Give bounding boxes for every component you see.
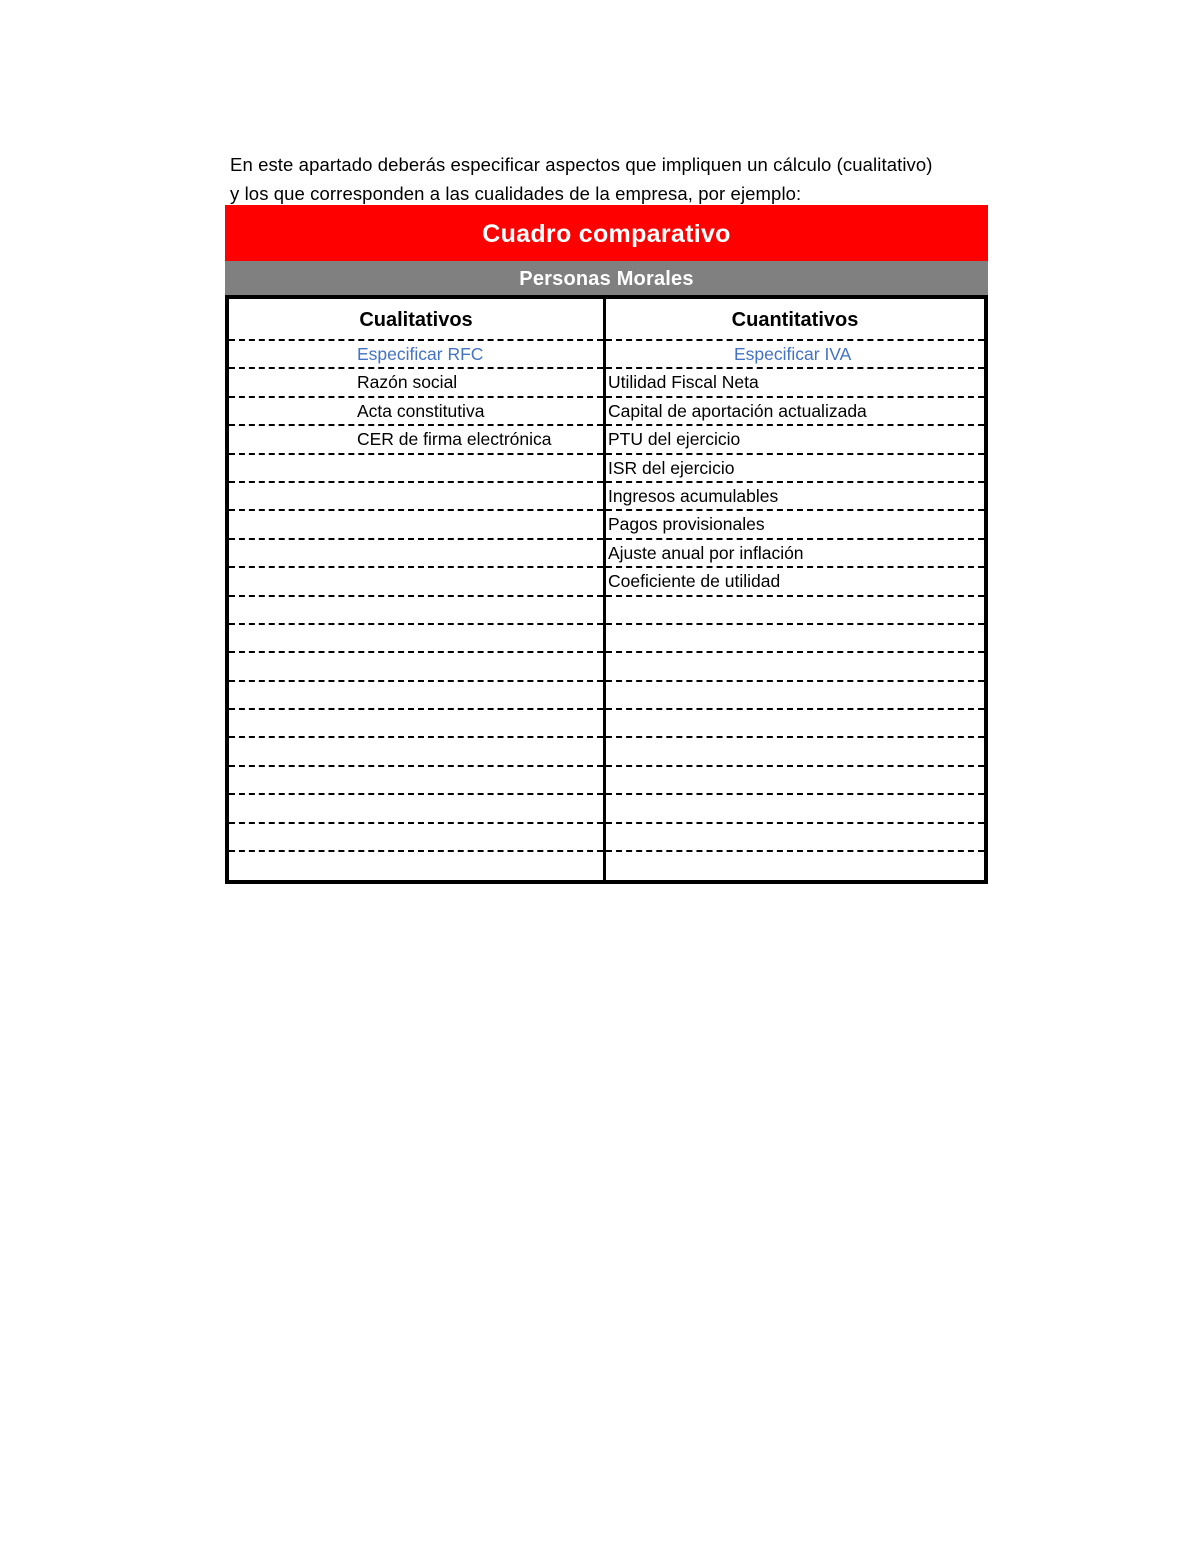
cell-qualitative[interactable] [229,795,603,823]
cell-qualitative[interactable] [229,483,603,511]
cell-qualitative[interactable] [229,710,603,738]
cell-quantitative[interactable]: Ajuste anual por inflación [606,540,984,568]
intro-line-1: En este apartado deberás especificar aspectos que impliquen un cálculo (cualitativo) [230,154,933,175]
comparison-grid [225,295,988,884]
cell-quantitative[interactable] [606,625,984,653]
cell-qualitative[interactable] [229,824,603,852]
cell-qualitative[interactable] [229,597,603,625]
cell-quantitative[interactable]: Especificar IVA [606,341,984,369]
cell-quantitative[interactable]: Pagos provisionales [606,511,984,539]
cell-qualitative[interactable] [229,682,603,710]
cell-qualitative[interactable] [229,540,603,568]
column-quantitative [606,299,984,880]
cell-qualitative[interactable] [229,653,603,681]
cell-qualitative[interactable]: CER de firma electrónica [229,426,603,454]
table-subtitle: Personas Morales [225,261,988,295]
intro-text [230,150,990,208]
cell-qualitative[interactable] [229,852,603,880]
cell-qualitative[interactable] [229,625,603,653]
cell-quantitative[interactable] [606,852,984,880]
cell-quantitative[interactable]: Ingresos acumulables [606,483,984,511]
cell-qualitative[interactable]: Especificar RFC [229,341,603,369]
cell-qualitative[interactable] [229,767,603,795]
cell-quantitative[interactable] [606,738,984,766]
cell-qualitative[interactable] [229,738,603,766]
cell-quantitative[interactable]: Utilidad Fiscal Neta [606,369,984,397]
comparison-sheet [225,205,988,884]
column-header-qualitative: Cualitativos [229,299,603,341]
cell-quantitative[interactable] [606,710,984,738]
intro-line-2: y los que corresponden a las cualidades de la empresa, por ejemplo: [230,183,802,204]
cell-qualitative[interactable]: Acta constitutiva [229,398,603,426]
cell-qualitative[interactable] [229,511,603,539]
table-title: Cuadro comparativo [225,205,988,261]
column-qualitative [229,299,606,880]
cell-qualitative[interactable] [229,568,603,596]
cell-quantitative[interactable]: ISR del ejercicio [606,455,984,483]
cell-quantitative[interactable]: Capital de aportación actualizada [606,398,984,426]
cell-quantitative[interactable] [606,653,984,681]
cell-quantitative[interactable]: PTU del ejercicio [606,426,984,454]
cell-quantitative[interactable]: Coeficiente de utilidad [606,568,984,596]
cell-qualitative[interactable] [229,455,603,483]
cell-quantitative[interactable] [606,824,984,852]
cell-quantitative[interactable] [606,597,984,625]
cell-quantitative[interactable] [606,682,984,710]
cell-qualitative[interactable]: Razón social [229,369,603,397]
cell-quantitative[interactable] [606,767,984,795]
column-header-quantitative: Cuantitativos [606,299,984,341]
cell-quantitative[interactable] [606,795,984,823]
